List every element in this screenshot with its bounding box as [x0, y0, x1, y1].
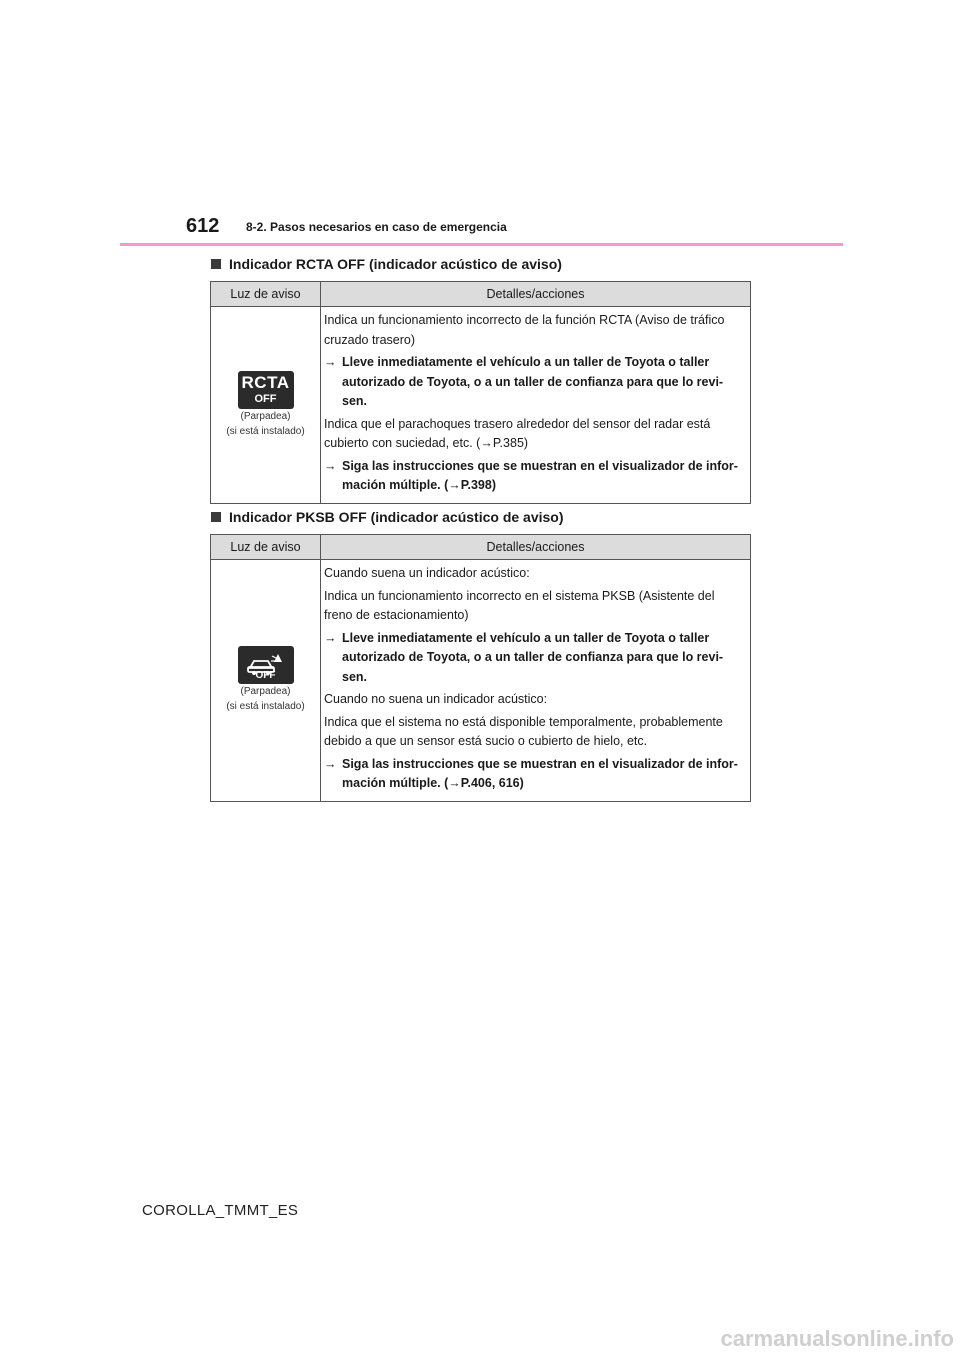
- detail-text: Cuando suena un indicador acústico:: [324, 566, 530, 580]
- action-item: [324, 353, 746, 412]
- section-heading-rcta: [211, 256, 562, 272]
- detail-text: Cuando no suena un indicador acústico:: [324, 692, 548, 706]
- page-number: 612: [186, 215, 220, 237]
- section-heading-text: Indicador PKSB OFF (indicador acústico de aviso): [229, 509, 564, 525]
- chapter-title: 8-2. Pasos necesarios en caso de emergencia: [246, 220, 507, 234]
- detail-text: Indica que el sistema no está disponible temporalmente, probablemente debido a que un sensor está sucio o cubierto de hielo, etc.: [324, 714, 723, 748]
- icon-cell: [211, 560, 321, 802]
- detail-text: Indica que el parachoques trasero alrededor del sensor del radar está cubierto con suciedad, etc. (→P.385): [324, 416, 711, 450]
- icon-caption-installed: (si está instalado): [226, 701, 305, 713]
- arrow-icon: →: [324, 458, 337, 473]
- table-row: [211, 307, 751, 504]
- header-rule: [120, 243, 843, 246]
- action-text: Siga las instrucciones que se muestran en el visualizador de infor-mación múltiple. (→P.398): [342, 458, 738, 492]
- section-heading-text: Indicador RCTA OFF (indicador acústico de aviso): [229, 256, 562, 272]
- detail-text: Indica un funcionamiento incorrecto en el sistema PKSB (Asistente del freno de estacionamiento): [324, 588, 715, 622]
- icon-caption-installed: (si está instalado): [226, 425, 305, 437]
- arrow-icon: →: [324, 355, 337, 369]
- icon-caption-blink: (Parpadea): [240, 686, 291, 698]
- column-header-details: Detalles/acciones: [321, 282, 751, 307]
- arrow-icon: →: [324, 630, 337, 645]
- bullet-square-icon: [211, 512, 221, 522]
- pksb-table: [210, 534, 751, 802]
- section-heading-pksb: [211, 509, 564, 525]
- pksb-off-icon: [238, 646, 294, 684]
- bullet-square-icon: [211, 259, 221, 269]
- rcta-off-icon: [238, 371, 294, 409]
- arrow-icon: →: [324, 756, 337, 771]
- rcta-table: [210, 281, 751, 504]
- details-cell: [321, 560, 751, 802]
- footer-code: COROLLA_TMMT_ES: [142, 1202, 299, 1219]
- table-header-row: [211, 282, 751, 307]
- details-cell: [321, 307, 751, 504]
- column-header-light: Luz de aviso: [211, 282, 321, 307]
- action-item: [324, 629, 746, 688]
- table-row: [211, 560, 751, 802]
- icon-text-off: OFF: [254, 392, 277, 405]
- watermark: carmanualsonline.info: [720, 1326, 954, 1351]
- action-item: [324, 755, 746, 794]
- icon-text-rcta: RCTA: [241, 372, 290, 392]
- column-header-light: Luz de aviso: [211, 535, 321, 560]
- icon-cell: [211, 307, 321, 504]
- action-text: Lleve inmediatamente el vehículo a un taller de Toyota o taller autorizado de Toyota, o a un taller de confianza para que lo revi-sen.: [342, 355, 724, 408]
- icon-caption-blink: (Parpadea): [240, 410, 291, 422]
- icon-text-off: OFF: [255, 670, 276, 682]
- table-header-row: [211, 535, 751, 560]
- detail-text: Indica un funcionamiento incorrecto de la función RCTA (Aviso de tráfico cruzado trasero): [324, 313, 725, 347]
- action-item: [324, 457, 746, 496]
- action-text: Siga las instrucciones que se muestran en el visualizador de infor-mación múltiple. (→P.406, 616): [342, 756, 738, 790]
- action-text: Lleve inmediatamente el vehículo a un taller de Toyota o taller autorizado de Toyota, o a un taller de confianza para que lo revi-sen.: [342, 630, 724, 684]
- column-header-details: Detalles/acciones: [321, 535, 751, 560]
